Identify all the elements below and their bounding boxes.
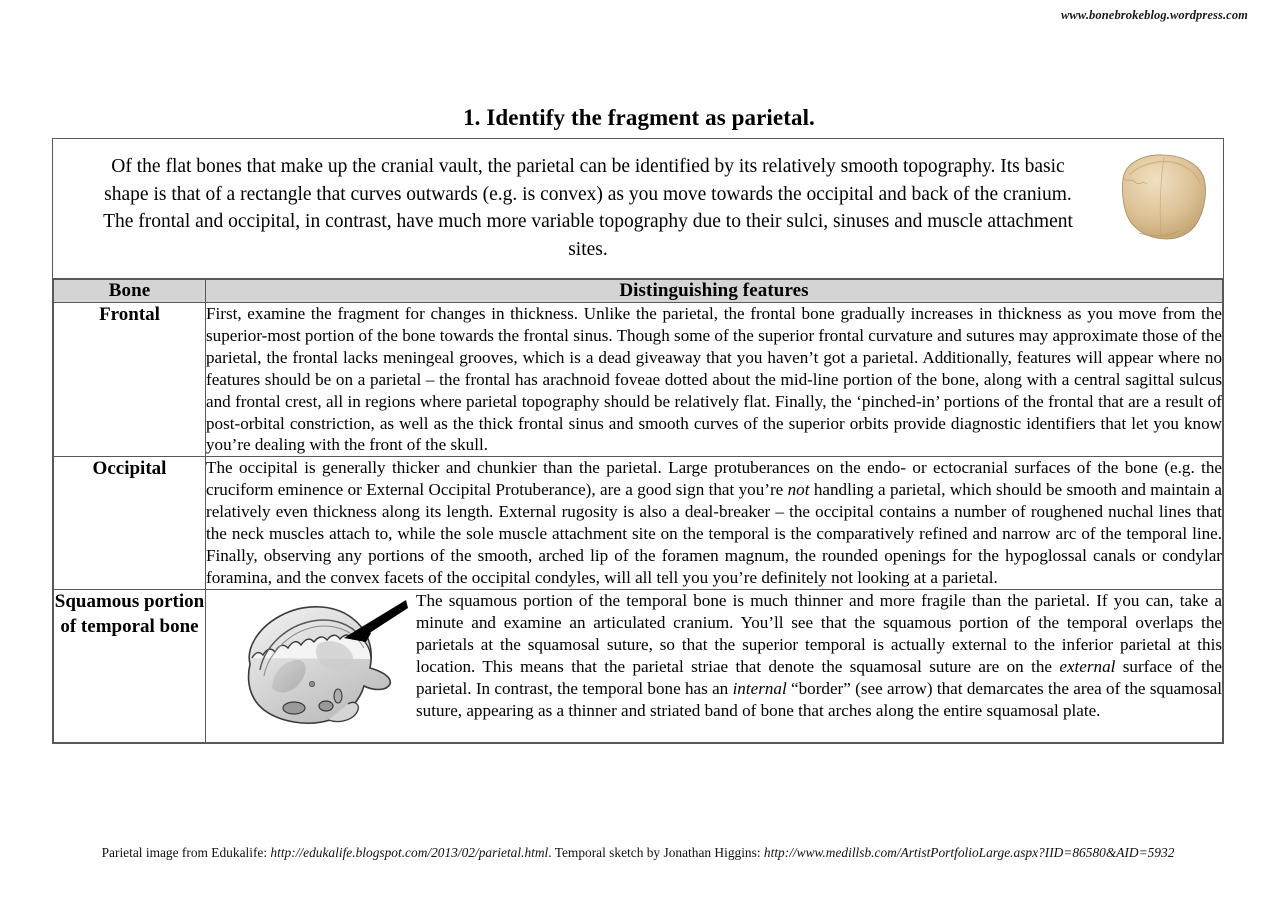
emphasis-text: internal [732, 678, 787, 698]
features-cell [206, 302, 1223, 457]
bone-name-cell: Squamous portion of temporal bone [54, 590, 206, 743]
features-cell [206, 457, 1223, 590]
body-text: “border” (see arrow) that demarcates the area of the squamosal suture, appearing as a thinner and striated band of bone that arches along the entire squamosal plate. [416, 678, 1222, 720]
table-row [54, 302, 1223, 457]
body-text: The occipital is generally thicker and chunkier than the parietal. Large protuberances on the endo- or ectocranial surfaces of the bone (e.g. the cruciform eminence or External Occipital Protuberance), are a good sign that you’re [206, 458, 1222, 500]
table-row [54, 457, 1223, 590]
bone-name-cell: Occipital [54, 457, 206, 590]
body-text: surface of the parietal. In contrast, the temporal bone has an [416, 657, 1222, 698]
column-header-features: Distinguishing features [206, 279, 1223, 302]
intro-paragraph: Of the flat bones that make up the cranial vault, the parietal can be identified by its relatively smooth topography. Its basic shape is that of a rectangle that curves outwards (e.g. is convex) as you move towards the occipital and back of the cranium. The frontal and occipital, in contrast, have much more variable topography due to their sulci, sinuses and muscle attachment sites. [103, 156, 1073, 261]
features-text [206, 457, 1222, 589]
body-text: The squamous portion of the temporal bone is much thinner and more fragile than the parietal. If you can, take a minute and examine an articulated cranium. You’ll see that the squamous portion of the temporal overlaps the parietals at the squamosal suture, so that the superior temporal is actually external to the inferior parietal at this location. This means that the parietal striae that denote the squamosal suture are on the [416, 591, 1222, 676]
table-header-row [54, 279, 1223, 302]
bone-name-cell: Frontal [54, 302, 206, 457]
distinguishing-features-table [53, 279, 1223, 743]
body-text: First, examine the fragment for changes in thickness. Unlike the parietal, the frontal bone gradually increases in thickness as you move from the superior-most portion of the bone towards the frontal sinus. Though some of the superior frontal curvature and sutures may approximate those of the parietal, the frontal lacks meningeal grooves, which is a dead giveaway that you haven’t got a parietal. Additionally, features will appear where no features should be on a parietal – the frontal has arachnoid foveae dotted about the mid-line portion of the bone, along with a central sagittal sulcus and frontal crest, all in regions where parietal topography should be relatively flat. Finally, the ‘pinched-in’ portions of the frontal that are a result of post-orbital constriction, as well as the thick frontal sinus and smooth curves of the superior orbits provide diagnostic identifiers that let you know you’re dealing with the front of the skull. [206, 303, 1222, 455]
emphasis-text: not [787, 480, 810, 500]
emphasis-text: http://www.medillsb.com/ArtistPortfolioLarge.aspx?IID=86580&AID=5932 [763, 845, 1175, 860]
column-header-bone: Bone [54, 279, 206, 302]
source-caption [52, 845, 1224, 861]
emphasis-text: http://edukalife.blogspot.com/2013/02/parietal.html [270, 845, 549, 860]
body-text: . Temporal sketch by Jonathan Higgins: [548, 845, 764, 860]
features-cell [206, 590, 1223, 743]
parietal-bone-photo [1109, 149, 1213, 245]
table-row [54, 590, 1223, 743]
temporal-bone-sketch [208, 592, 408, 740]
table-body [54, 302, 1223, 742]
body-text: handling a parietal, which should be smooth and maintain a relatively even thickness along its length. External rugosity is also a deal-breaker – the occipital contains a number of roughened nuchal lines that the neck muscles attach to, while the sole muscle attachment site on the temporal is the comparatively refined and narrow arc of the temporal line. Finally, observing any portions of the smooth, arched lip of the foramen magnum, the rounded openings for the hypoglossal canals or condylar foramina, and the convex facets of the occipital condyles, will all tell you you’re definitely not looking at a parietal. [206, 480, 1222, 588]
intro-block [53, 139, 1223, 279]
document-frame [52, 138, 1224, 744]
emphasis-text: external [1059, 657, 1116, 676]
features-text [206, 303, 1222, 457]
body-text: Parietal image from Edukalife: [101, 845, 271, 860]
page-title: 1. Identify the fragment as parietal. [463, 105, 815, 130]
site-watermark: www.bonebrokeblog.wordpress.com [1060, 8, 1248, 22]
